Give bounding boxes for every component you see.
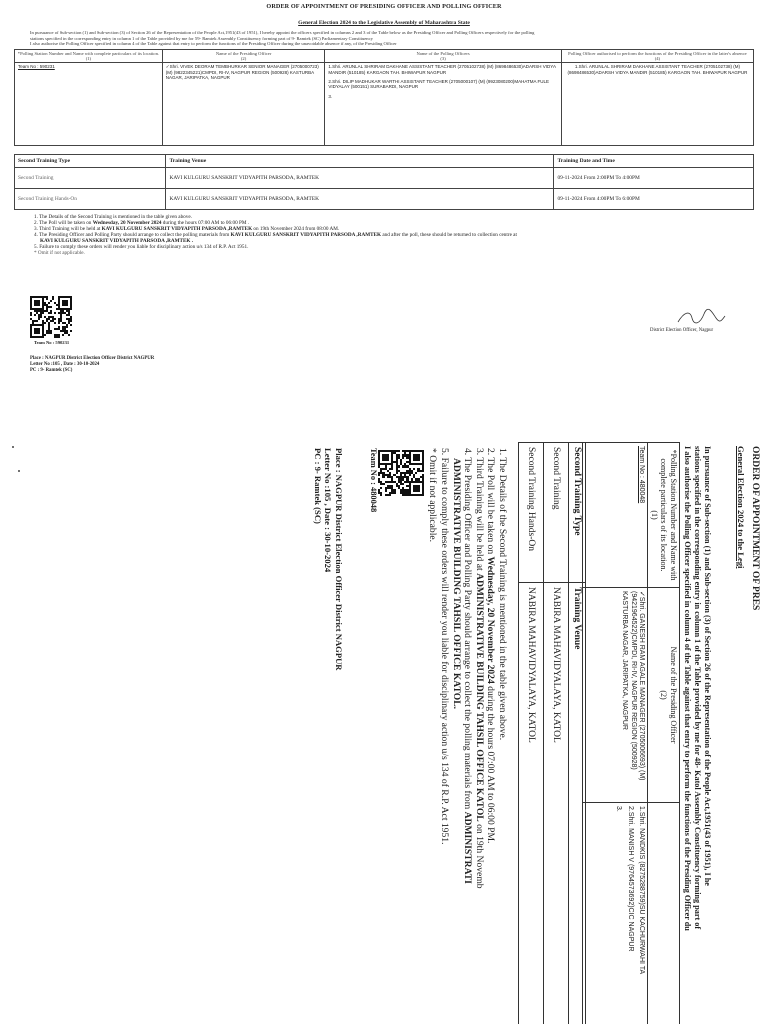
team-number-footer: Team No : 590231 <box>34 340 70 345</box>
preamble: In pursuance of Sub-section (1) and Sub-section (3) of Section 26 of the Representation of the People Act,1951(43 of 1951), I he stations specified in the corresponding entry in column 1 of the Table provided by me for 48- Katol Assembly Constituency forming part of I also authorise the Polling Officer specified in column 4 of the Table against that entry to perform the functions of the Presiding Officer du <box>683 446 712 931</box>
table-row: Second Training NABIRA MAHAVIDYALAYA, KATOL <box>544 443 569 1024</box>
table-row: Second Training KAVI KULGURU SANSKRIT VIDYAPITH PARSODA, RAMTEK 09-11-2024 From 2:00PM To 4:00PM <box>15 168 754 189</box>
table-row <box>15 63 754 146</box>
column-header <box>648 803 680 1024</box>
training-table <box>14 154 754 210</box>
table-row <box>583 443 648 1024</box>
document-title: ORDER OF APPOINTMENT OF PRESIDING OFFICER AND POLLING OFFICER <box>266 3 502 10</box>
instruction-item: 2. The Poll will be taken on Wednesday, 20 November 2024 during the hours 07:00 AM to 06:00 PM . <box>34 220 250 227</box>
qr-code <box>30 296 72 338</box>
presiding-officer-cell: ✓Shri. VIVEK DEORAM TEMBHURKAR SENIOR MANAGER (2705000723) (M) (9822345221)CMPDI, RI-IV, NAGPUR REGION (500928) KASTURBA NAGAR, JARIPATKA, NAGPUR <box>162 63 325 146</box>
instruction-item: 1. The Details of the Second Training is mentioned in the table given above. <box>34 214 192 221</box>
document-title: ORDER OF APPOINTMENT OF PRES <box>750 446 760 611</box>
column-header: Training Venue <box>166 155 554 168</box>
training-table <box>518 442 586 1024</box>
column-header: Polling Officer authorised to perform the functions of the Presiding Officer in the latter's absence (4) <box>561 49 753 62</box>
authorised-officer-cell: 1.Shri. ARUNLAL SHRIRAM DAKHANE ASSISTANT TEACHER (2705102738) (M) (8698486530)ADARSH VIDYA MANDIR (510185) KARGAON TAH. BHIWAPUR NAGPUR <box>561 63 753 146</box>
column-header: Name of the Polling Officers (3) <box>325 49 561 62</box>
preamble-line: In pursuance of Sub-section (1) and Sub-section (3) of Section 26 of the Representation of the People Act,1951(43 of 1951), I hereby appoint the officers specified in columns 2 and 3 of the Table below as the Presiding Officer and Polling Officers respectively for the polling <box>30 30 535 35</box>
document-subtitle: General Election 2024 to the Legi <box>736 446 746 569</box>
polling-officers-cell: 1.Shri. ARUNLAL SHRIRAM DAKHANE ASSISTANT TEACHER (2705102738) (M) (8698486530)ADARSH VIDYA MANDIR (510185) KARGAON TAH. BHIWAPUR NAGPUR 2.Shri. DILIP MADHUKAR WARTHI ASSISTANT TEACHER (2705000107) (M) (9923080200)MAHATMA FULE VIDYALAY (500151) SURABARDI, NAGPUR 3. <box>325 63 561 146</box>
table-row: Second Training Hands-On NABIRA MAHAVIDYALAYA, KATOL <box>519 443 544 1024</box>
instruction-item: 4. The Presiding Officer and Polling Party should arrange to collect the polling materials from KAVI KULGURU SANSKRIT VIDYAPITH PARSODA ,RAMTEK and after the poll, these should be returned to collection centre at <box>34 232 517 239</box>
column-header: *Polling Station Number and Name with complete particulars of its location. (1) <box>648 443 680 588</box>
polling-officers-cell: 1.Shri. NANDKIS (8275288759)SU KACHURWAHI TA 2.Shri. MANISH V (9764573692)CIC NAGPUR 3. <box>583 803 648 1024</box>
signatory-title: District Election Officer, Nagpur <box>650 328 714 333</box>
table-row: Second Training Hands-On KAVI KULGURU SANSKRIT VIDYAPITH PARSODA, RAMTEK 09-11-2024 From 4:00PM To 6:00PM <box>15 189 754 210</box>
place-details: Place : NAGPUR District Election Officer District NAGPUR Letter No :105 , Date : 30-10-2024 PC : 9- Ramtek (SC) <box>313 448 344 671</box>
scan-speck <box>12 446 14 448</box>
officers-table <box>14 49 754 146</box>
instruction-item: 3. Third Training will be held at KAVI KULGURU SANSKRIT VIDYAPITH PARSODA ,RAMTEK on 19th November 2024 from 08:00 AM. <box>34 226 340 233</box>
instructions-list: 1. The Details of the Second Training is mentioned in the table given above. 2. The Poll will be taken on Wednesday, 20 November 2024 during the hours 07:00 AM to 06:00 PM. 3. Third Training will be held at ADMINISTRATIVE BUILDING TAHSIL OFFICE KATOL on 19th Novemb 4. The Presiding Officer and Polling Party should arrange to collect the polling materials from ADMINISTRATI ADMINISTRATIVE BUILDING TAHSIL OFFICE KATOL. 5. Failure to comply these orders will render you liable for disciplinary action u/s 134 of R.P. Act 1951. * Omit if not applicable. <box>427 448 508 889</box>
instructions-list <box>34 214 754 256</box>
preamble-line: I also authorise the Polling Officer specified in column 4 of the Table against that entry to perform the functions of the Presiding Officer during the unavoidable absence if any, of the Presiding Officer <box>30 41 397 47</box>
preamble-line: stations specified in the corresponding entry in column 1 of the Table provided by me for 59- Ramtek Assembly Constituency forming part of 9- Ramtek (SC) Parliamentary Constituency <box>30 35 373 41</box>
column-header: Second Training Type <box>15 155 166 168</box>
appointment-order-top <box>14 2 754 256</box>
preamble <box>30 30 746 47</box>
column-header: Name of the Presiding Officer (2) <box>648 588 680 803</box>
instruction-item: KAVI KULGURU SANSKRIT VIDYAPITH PARSODA ,RAMTEK . <box>40 238 194 245</box>
column-header: Training Date and Time <box>554 155 754 168</box>
scan-speck <box>18 470 20 472</box>
team-number-cell: Team No : 480048 <box>583 443 648 588</box>
officers-table <box>583 442 681 1024</box>
column-header: Second Training Type <box>569 443 586 583</box>
team-number-cell: Team No : 590231 <box>15 63 163 146</box>
qr-code <box>378 450 424 496</box>
appointment-order-rotated <box>167 438 762 1024</box>
column-header: Training Venue <box>569 583 586 1024</box>
column-header: Name of the Presiding Officer (2) <box>162 49 325 62</box>
instruction-item: * Omit if not applicable. <box>34 250 85 257</box>
team-number-footer: Team No : 480048 <box>369 448 378 513</box>
document-subtitle: General Election 2024 to the Legislative Assembly of Maharashtra State <box>298 20 470 26</box>
instruction-item: 5. Failure to comply these orders will render you liable for disciplinary action u/s 134 of R.P. Act 1951. <box>34 244 249 251</box>
place-details: Place : NAGPUR District Election Officer District NAGPUR Letter No :105 , Date : 30-10-2024 PC : 9- Ramtek (SC) <box>30 356 155 373</box>
presiding-officer-cell: ✓Shri. GANESH RAM AGALE MANAGER (2705006693) (M) (9421964522)CMPDI, RI-IV, NAGPUR REGION (500928) KASTURBA NAGAR, JARIPATKA, NAGPUR <box>583 588 648 803</box>
column-header: *Polling Station Number and Name with complete particulars of its location. (1) <box>15 49 163 62</box>
signature-image <box>676 308 726 326</box>
